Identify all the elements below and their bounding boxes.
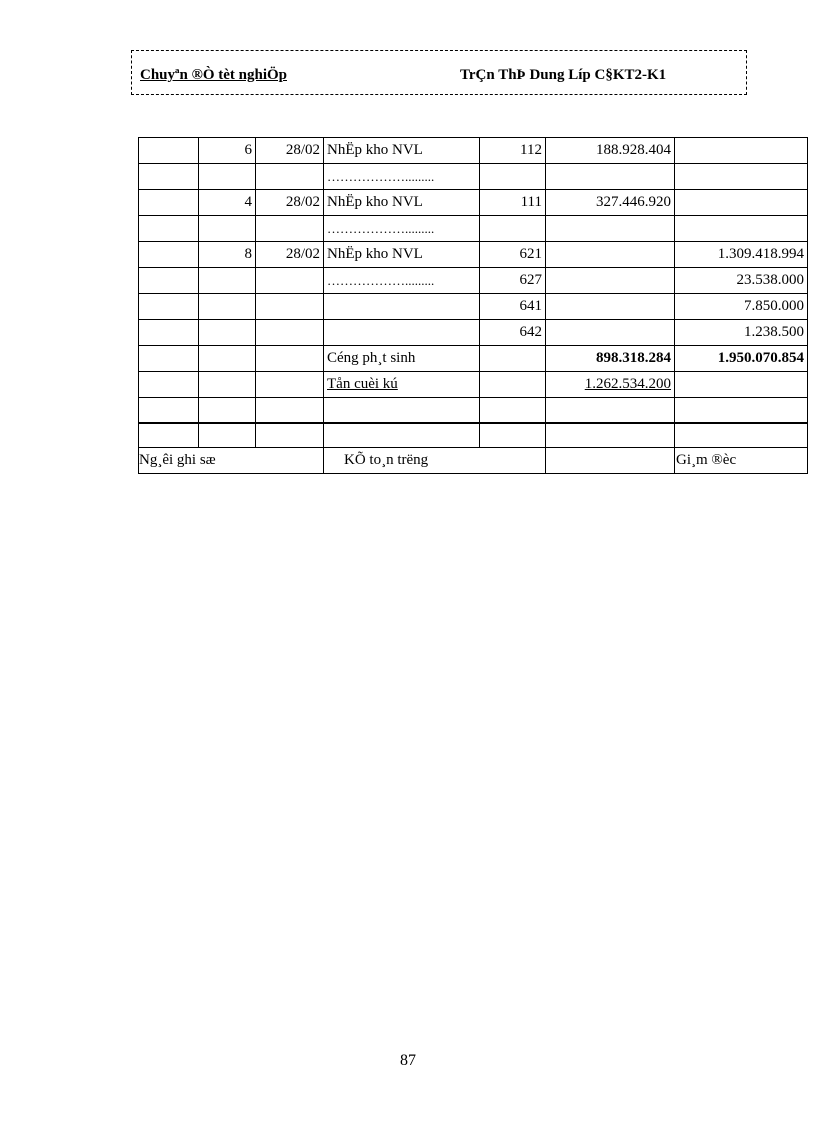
cell-description: NhËp kho NVL: [324, 138, 480, 164]
cell-account: 641: [480, 294, 546, 320]
cell-description: [324, 320, 480, 346]
cell-credit: [675, 164, 808, 190]
cell-account: 621: [480, 242, 546, 268]
cell: [139, 242, 199, 268]
cell-date: [256, 216, 324, 242]
cell-account: 627: [480, 268, 546, 294]
cell-credit: 1.238.500: [675, 320, 808, 346]
cell-description: NhËp kho NVL: [324, 242, 480, 268]
cell: [199, 423, 256, 448]
cell-description: Céng ph¸t sinh: [324, 346, 480, 372]
cell: [324, 423, 480, 448]
cell: [139, 164, 199, 190]
cell-credit: [675, 190, 808, 216]
cell: [546, 448, 675, 474]
signature-row: [139, 448, 808, 474]
cell-debit: [546, 320, 675, 346]
cell-credit: [675, 372, 808, 398]
cell-description: NhËp kho NVL: [324, 190, 480, 216]
cell: [139, 346, 199, 372]
cell-debit: 327.446.920: [546, 190, 675, 216]
signature-chief-accountant: KÕ to¸n trëng: [324, 448, 546, 474]
table-row: [139, 190, 808, 216]
cell-account: 112: [480, 138, 546, 164]
cell-date: [256, 320, 324, 346]
cell: [139, 216, 199, 242]
cell-credit: [675, 138, 808, 164]
signature-recorder: Ng¸êi ghi sæ: [139, 448, 324, 474]
cell-description: ……………….........: [324, 164, 480, 190]
cell: [139, 268, 199, 294]
header-author-right: TrÇn ThÞ Dung Líp C§KT2-K1: [460, 67, 667, 83]
cell-debit: [546, 242, 675, 268]
cell: [139, 294, 199, 320]
cell-description: ……………….........: [324, 268, 480, 294]
cell-date: [256, 268, 324, 294]
cell-voucher-no: [199, 216, 256, 242]
cell: [139, 423, 199, 448]
cell-date: 28/02: [256, 138, 324, 164]
cell-debit: 188.928.404: [546, 138, 675, 164]
cell-date: [256, 164, 324, 190]
cell-debit: [546, 294, 675, 320]
cell-account: [480, 372, 546, 398]
cell-credit: 23.538.000: [675, 268, 808, 294]
cell-account: [480, 164, 546, 190]
table-row: [139, 423, 808, 448]
ledger-table: [138, 137, 808, 474]
table-row: [139, 320, 808, 346]
cell: [139, 138, 199, 164]
cell-voucher-no: [199, 320, 256, 346]
cell-closing-balance: 1.262.534.200: [546, 372, 675, 398]
table-row: [139, 164, 808, 190]
page-header: [131, 50, 747, 95]
table-row: [139, 268, 808, 294]
cell-account: 642: [480, 320, 546, 346]
cell-date: 28/02: [256, 190, 324, 216]
cell: [139, 372, 199, 398]
cell: [546, 398, 675, 423]
table-row: [139, 216, 808, 242]
cell: [139, 398, 199, 423]
cell: [139, 190, 199, 216]
cell-debit: [546, 164, 675, 190]
cell-account: 111: [480, 190, 546, 216]
cell: [324, 398, 480, 423]
cell-description: [324, 294, 480, 320]
cell-debit-total: 898.318.284: [546, 346, 675, 372]
cell-date: [256, 346, 324, 372]
cell-voucher-no: [199, 268, 256, 294]
cell: [139, 320, 199, 346]
cell-description: ……………….........: [324, 216, 480, 242]
cell-debit: [546, 216, 675, 242]
table-row: [139, 242, 808, 268]
cell-voucher-no: [199, 346, 256, 372]
cell-voucher-no: 6: [199, 138, 256, 164]
cell-description: Tån cuèi kú: [324, 372, 480, 398]
table-row-total: [139, 346, 808, 372]
cell-date: 28/02: [256, 242, 324, 268]
cell-voucher-no: [199, 294, 256, 320]
table-row: [139, 138, 808, 164]
cell-credit: [675, 216, 808, 242]
cell-credit: 1.309.418.994: [675, 242, 808, 268]
cell: [675, 398, 808, 423]
cell: [199, 398, 256, 423]
signature-director: Gi¸m ®èc: [675, 448, 808, 474]
cell: [546, 423, 675, 448]
table-row: [139, 398, 808, 423]
cell-date: [256, 294, 324, 320]
cell-voucher-no: [199, 164, 256, 190]
cell-account: [480, 346, 546, 372]
header-title-left: Chuyªn ®Ò tèt nghiÖp: [140, 67, 287, 83]
cell-voucher-no: [199, 372, 256, 398]
page-number: 87: [400, 1052, 416, 1069]
cell-credit: 7.850.000: [675, 294, 808, 320]
cell: [480, 398, 546, 423]
cell-voucher-no: 8: [199, 242, 256, 268]
cell-voucher-no: 4: [199, 190, 256, 216]
cell-debit: [546, 268, 675, 294]
cell: [480, 423, 546, 448]
table-row: [139, 294, 808, 320]
cell: [256, 398, 324, 423]
cell: [675, 423, 808, 448]
table-row-closing: [139, 372, 808, 398]
cell-date: [256, 372, 324, 398]
cell-account: [480, 216, 546, 242]
cell-credit-total: 1.950.070.854: [675, 346, 808, 372]
cell: [256, 423, 324, 448]
